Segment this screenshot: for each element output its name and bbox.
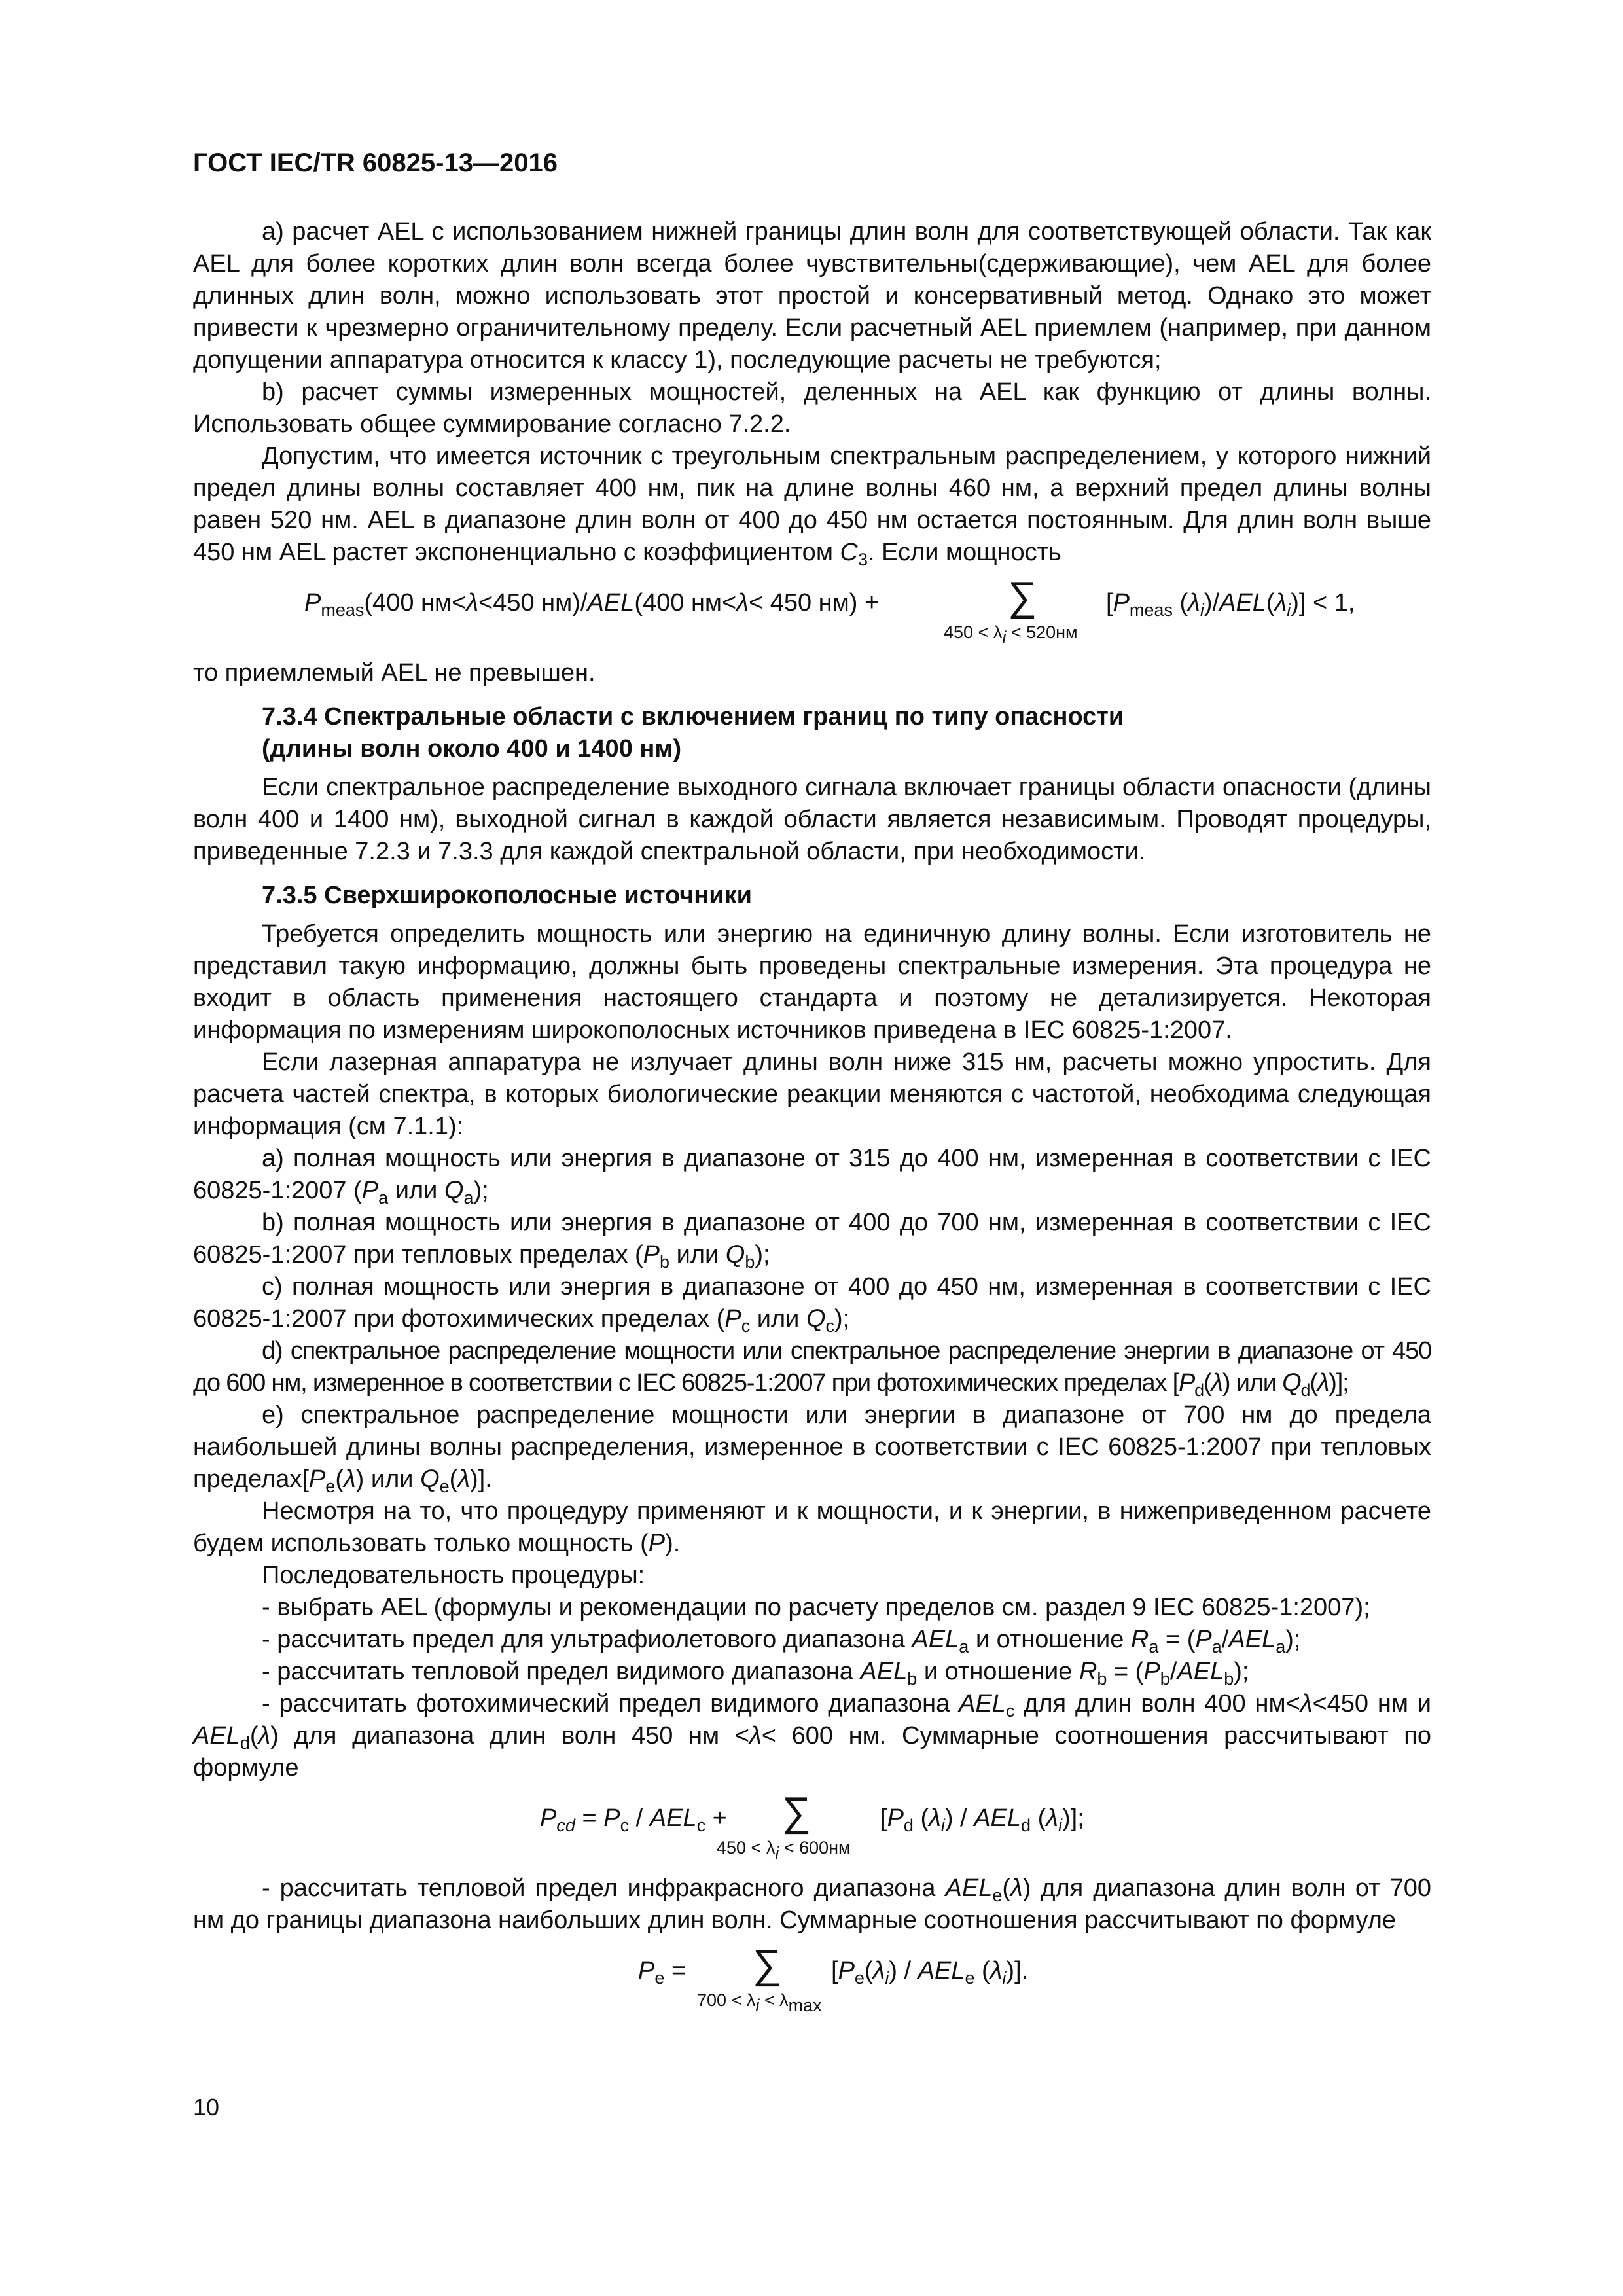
paragraph-text: Допустим, что имеется источник с треугольным спектральным распределением, у которого нижний предел длины волны составляет 400 нм, пик на длине волны 460 нм, а верхний предел длины волны равен 520 нм. AEL в диапазоне длин волн от 400 до 450 нм остается постоянным. Для длин волн выше 450 нм AEL растет экспоненциально с коэффициентом	[193, 442, 1431, 566]
sigma-symbol: ∑	[782, 1789, 812, 1835]
section-heading-7-3-5: 7.3.5 Сверхширокополосные источники	[262, 882, 752, 909]
procedure-step-5: - рассчитать тепловой предел инфракрасного диапазона $AEL_e(\lambda)$ для диапазона длин волн от 700 нм до границы диапазона наибольших длин волн. Суммарные соотношения рассчитывают по формуле	[193, 1874, 1431, 1934]
paragraph-conclusion: то приемлемый AEL не превышен.	[193, 659, 596, 687]
document-header: ГОСТ IEC/TR 60825-13—2016	[193, 149, 558, 177]
list-item-d: d) спектральное распределение мощности или спектральное распределение энергии в диапазоне от 450 до 600 нм, измеренное в соответствии с IEC 60825-1:2007 при фотохимических пределах [$P_d(\lambda)$ или $Q_d(\lambda)$];	[193, 1337, 1431, 1400]
list-item-b: b) полная мощность или энергия в диапазоне от 400 до 700 нм, измеренная в соответствии с IEC 60825-1:2007 при тепловых пределах ($P_b$ или $Q_b$);	[193, 1209, 1431, 1272]
sigma-symbol: ∑	[1008, 574, 1037, 619]
formula-3-limits: $700 < \lambda_i < \lambda_{max}$	[697, 1990, 822, 2015]
section-heading-7-3-4: 7.3.4 Спектральные области с включением границ по типу опасности (длины волн около 400 и 1400 нм)	[262, 703, 1124, 762]
list-item-c: c) полная мощность или энергия в диапазоне от 400 до 450 нм, измеренная в соответствии с IEC 60825-1:2007 при фотохимических пределах ($P_c$ или $Q_c$);	[193, 1273, 1431, 1336]
formula-2-right: [$P_d$ $(\lambda_i) / AEL_d$ $(\lambda_i)$];	[880, 1804, 1084, 1835]
formula-3-right: [$P_e(\lambda_i) / AEL_e$ $(\lambda_i)$].	[831, 1957, 1029, 1988]
formula-3	[193, 1937, 1431, 2025]
sigma-symbol: ∑	[753, 1942, 782, 1987]
procedure-step-1: - выбрать AEL (формулы и рекомендации по расчету пределов см. раздел 9 IEC 60825-1:2007);	[262, 1594, 1370, 1621]
document-body	[193, 216, 1431, 2025]
procedure-step-3: - рассчитать тепловой предел видимого диапазона $AEL_b$ и отношение $R_b = (P_b/AEL_b)$;	[262, 1658, 1249, 1689]
formula-1-left: $P_{meas}(400$ нм<λ<450 нм)/AEL(400 нм<λ< 450 нм) +	[304, 589, 880, 620]
paragraph-7-3-4: Если спектральное распределение выходного сигнала включает границы области опасности (длины волн 400 и 1400 нм), выходной сигнал в каждой области является независимым. Проводят процедуры, приведенные 7.2.3 и 7.3.3 для каждой спектральной области, при необходимости.	[193, 774, 1431, 865]
formula-2	[193, 1784, 1431, 1873]
formula-2-limits: $450 < \lambda_i < 600нм$	[717, 1838, 851, 1863]
formula-1-right: [$P_{meas}$ $(\lambda_i)/AEL(\lambda_i)] < 1$,	[1106, 589, 1355, 620]
paragraph-a: а) расчет AEL с использованием нижней границы длин волн для соответствующей области. Так как AEL для более коротких длин волн всегда более чувствительны(сдерживающие), чем AEL для более длинных длин волн, можно использовать этот простой и консервативный метод. Однако это может привести к чрезмерно ограничительному пределу. Если расчетный AEL приемлем (например, при данном допущении аппаратура относится к классу 1), последующие расчеты не требуются;	[193, 218, 1431, 374]
list-item-e: e) спектральное распределение мощности или энергии в диапазоне от 700 нм до предела наибольшей длины волны распределения, измеренное в соответствии с IEC 60825-1:2007 при тепловых $пределах[P_e(\lambda)$ или $Q_e(\lambda)$].	[193, 1401, 1431, 1496]
coef-sub: 3	[857, 550, 868, 569]
paragraph-power-only: Несмотря на то, что процедуру применяют и к мощности, и к энергии, в нижеприведенном расчете будем использовать только мощность (P).	[193, 1498, 1431, 1557]
procedure-step-4: - рассчитать фотохимический предел видимого диапазона $AEL_c$ для длин волн 400 нм<λ<450 нм и $AEL_d(\lambda)$ для диапазона длин волн 450 нм <λ< 600 нм. Суммарные соотношения рассчитывают по формуле	[193, 1690, 1431, 1782]
paragraph-7-3-5-b: Если лазерная аппаратура не излучает длины волн ниже 315 нм, расчеты можно упростить. Для расчета частей спектра, в которых биологические реакции меняются с частотой, необходима следующая информация (см 7.1.1):	[193, 1049, 1431, 1140]
paragraph-assumption	[193, 440, 1431, 569]
formula-2-left: $P_{cd} = P_c / AEL_c$ +	[540, 1804, 727, 1835]
procedure-title: Последовательность процедуры:	[262, 1562, 645, 1589]
paragraph-b: b) расчет суммы измеренных мощностей, деленных на AEL как функцию от длины волны. Использовать общее суммирование согласно 7.2.2.	[193, 378, 1432, 438]
page-number: 10	[193, 2094, 220, 2121]
coef-var: C	[840, 539, 858, 566]
procedure-step-2: - рассчитать предел для ультрафиолетового диапазона $AEL_a$ и отношение $R_a = (P_a/AEL_a)$;	[262, 1626, 1301, 1657]
paragraph-7-3-5-a: Требуется определить мощность или энергию на единичную длину волны. Если изготовитель не представил такую информацию, должны быть проведены спектральные измерения. Эта процедура не входит в область применения настоящего стандарта и поэтому не детализируется. Некоторая информация по измерениям широкополосных источников приведена в IEC 60825-1:2007.	[193, 920, 1431, 1044]
formula-3-left: $P_e$ =	[638, 1957, 687, 1988]
list-item-a: а) полная мощность или энергия в диапазоне от 315 до 400 нм, измеренная в соответствии с IEC 60825-1:2007 ($P_a$ или $Q_a$);	[193, 1145, 1431, 1208]
formula-1	[193, 569, 1431, 657]
formula-1-limits: $450 < \lambda_i < 520нм$	[944, 622, 1078, 647]
paragraph-end: . Если мощность	[868, 539, 1061, 566]
